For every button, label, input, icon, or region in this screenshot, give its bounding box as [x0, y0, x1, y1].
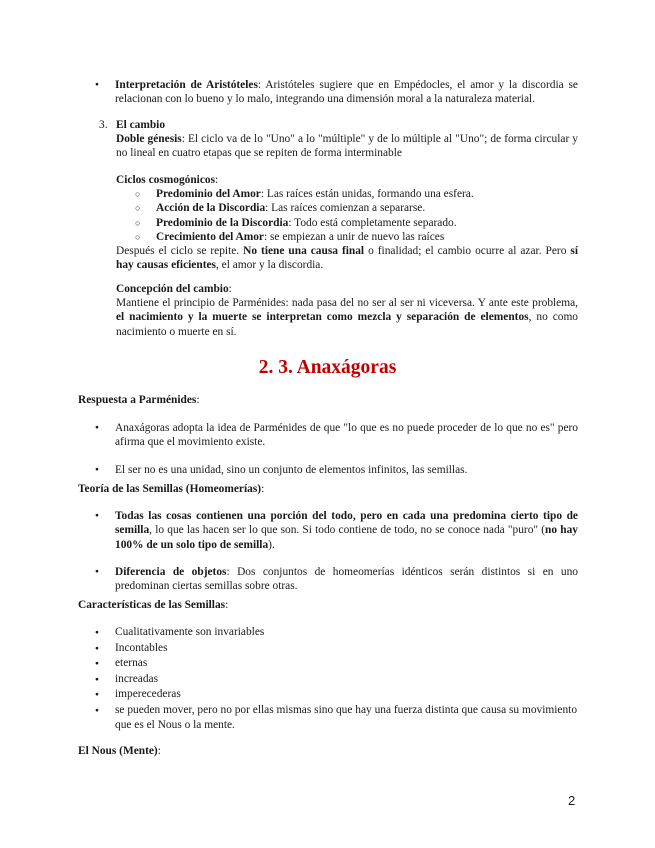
list-item: ○ Crecimiento del Amor: se empiezan a unir de nuevo las raíces — [116, 230, 578, 244]
page-number: 2 — [568, 793, 576, 808]
nous-block: El Nous (Mente): — [78, 745, 161, 757]
subheading: Teoría de las Semillas (Homeomerías) — [78, 483, 262, 495]
caracteristicas-block: Características de las Semillas: ● Cualitativamente son invariables ● Incontables ● eternas ● increadas ● imperecederas ● se pueden mover, pero no por ellas mismas sino que hay una fuerza distinta que causa su movimiento que es el Nous o la mente. — [78, 598, 578, 734]
aristoteles-block — [78, 78, 578, 106]
teoria-block: Teoría de las Semillas (Homeomerías): ● Todas las cosas contienen una porción del todo, pero en cada una predomina cierto tipo de semilla, lo que las hacen ser lo que son. Si todo contiene de todo, no se conoce nada "puro" (no hay 100% de un solo tipo de semilla). ● Diferencia de objetos: Dos conjuntos de homeomerías idénticos serán distintos si en uno predominan ciertas semillas sobre otras. — [78, 482, 578, 593]
list-item: ● se pueden mover, pero no por ellas mismas sino que hay una fuerza distinta que causa su movimiento que es el Nous o la mente. — [78, 703, 578, 734]
paragraph: Después el ciclo se repite. No tiene una causa final o finalidad; el cambio ocurre al azar. Pero sí hay causas eficientes, el amor y la discordia. — [116, 245, 578, 272]
list-item: ● eternas — [78, 656, 578, 672]
list-item: ○ Acción de la Discordia: Las raíces comienzan a separarse. — [116, 201, 578, 215]
subsection-title: El cambio — [116, 119, 166, 131]
cambio-block — [99, 118, 579, 161]
list-item: ● increadas — [78, 672, 578, 688]
list-item: ● Anaxágoras adopta la idea de Parménides de que "lo que es no puede proceder de lo que no es" pero afirma que el movimiento existe. — [78, 421, 578, 449]
subheading: El Nous (Mente) — [78, 745, 158, 757]
list-item: ● imperecederas — [78, 687, 578, 703]
term: Interpretación de Aristóteles — [115, 79, 258, 91]
ciclos-block: Ciclos cosmogónicos: ○ Predominio del Amor: Las raíces están unidas, formando una esfera. ○ Acción de la Discordia: Las raíces comienzan a separarse. ○ Predominio de la Discordia: Todo está completamente separado. ○ Crecimiento del Amor: se empiezan a unir de nuevo las raíces Después el ciclo se repite. No tiene una causa final o finalidad; el cambio ocurre al azar. Pero sí hay causas eficientes, el amor y la discordia. — [116, 173, 578, 272]
list-item: ● El ser no es una unidad, sino un conjunto de elementos infinitos, las semillas. — [78, 463, 578, 477]
concepcion-block: Concepción del cambio: Mantiene el principio de Parménides: nada pasa del no ser al ser ni viceversa. Y ante este problema, el nacimiento y la muerte se interpretan como mezcla y separación de elementos, no como nacimiento o muerte en sí. — [116, 283, 578, 338]
list-item: ○ Predominio del Amor: Las raíces están unidas, formando una esfera. — [116, 187, 578, 201]
list-item: ● Todas las cosas contienen una porción del todo, pero en cada una predomina cierto tipo de semilla, lo que las hacen ser lo que son. Si todo contiene de todo, no se conoce nada "puro" (no hay 100% de un solo tipo de semilla). — [78, 509, 578, 552]
list-item: ● Diferencia de objetos: Dos conjuntos de homeomerías idénticos serán distintos si en uno predominan ciertas semillas sobre otras. — [78, 565, 578, 593]
subheading: Respuesta a Parménides — [78, 394, 197, 406]
list-item: ○ Predominio de la Discordia: Todo está completamente separado. — [116, 216, 578, 230]
subheading: Concepción del cambio — [116, 283, 229, 295]
list-item: ● Interpretación de Aristóteles: Aristóteles sugiere que en Empédocles, el amor y la discordia se relacionan con lo bueno y lo malo, integrando una dimensión moral a la naturaleza material. — [78, 78, 578, 106]
respuesta-block: Respuesta a Parménides: ● Anaxágoras adopta la idea de Parménides de que "lo que es no puede proceder de lo que no es" pero afirma que el movimiento existe. ● El ser no es una unidad, sino un conjunto de elementos infinitos, las semillas. — [78, 393, 578, 477]
list-number: 3. — [99, 119, 108, 131]
paragraph: Doble génesis: El ciclo va de lo "Uno" a lo "múltiple" y de lo múltiple al "Uno"; de forma circular y no lineal en cuatro etapas que se repiten de forma interminable — [116, 133, 579, 160]
subheading: Ciclos cosmogónicos — [116, 174, 216, 186]
subheading: Características de las Semillas — [78, 599, 226, 611]
section-title: 2. 3. Anaxágoras — [258, 357, 397, 378]
paragraph: Mantiene el principio de Parménides: nada pasa del no ser al ser ni viceversa. Y ante este problema, el nacimiento y la muerte se interpretan como mezcla y separación de elementos, no como nacimiento o muerte en sí. — [116, 297, 578, 338]
list-item: ● Cualitativamente son invariables — [78, 625, 578, 641]
list-item: ● Incontables — [78, 641, 578, 657]
